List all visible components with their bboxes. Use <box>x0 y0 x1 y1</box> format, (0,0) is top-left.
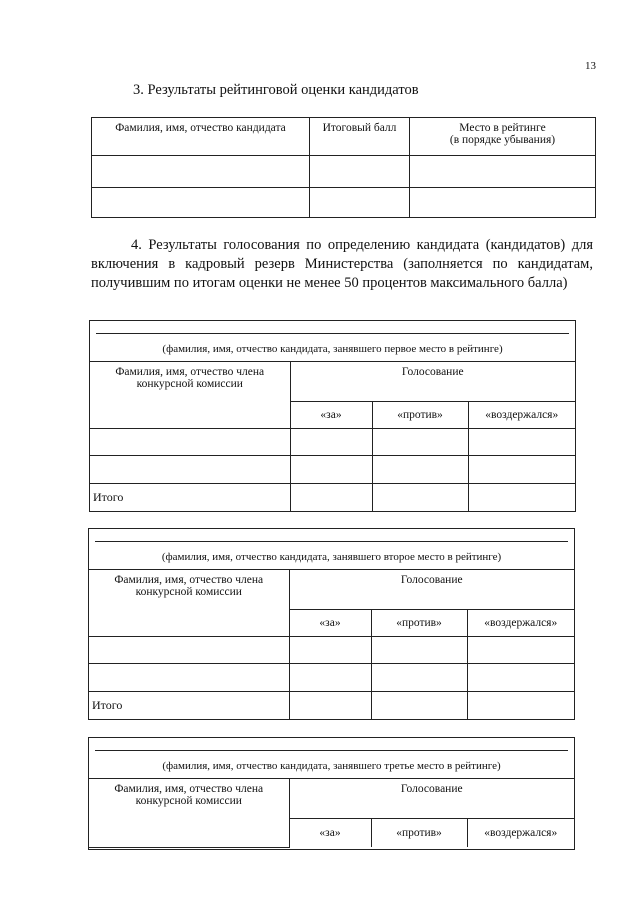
table-row <box>90 483 575 511</box>
section-3-heading: 3. Результаты рейтинговой оценки кандидатов <box>133 82 419 98</box>
rating-col-place-note: (в порядке убывания) <box>449 134 556 146</box>
vote-header: Голосование <box>290 361 575 401</box>
vote-option-abstain: «воздержался» <box>468 401 575 428</box>
candidate-caption: (фамилия, имя, отчество кандидата, занявшего третье место в рейтинге) <box>162 759 501 772</box>
member-header: Фамилия, имя, отчество члена конкурсной комиссии <box>90 361 290 428</box>
table-cell[interactable] <box>290 428 372 455</box>
table-cell[interactable] <box>410 188 596 218</box>
table-cell[interactable] <box>310 188 410 218</box>
page-number: 13 <box>585 60 596 72</box>
table-cell[interactable] <box>372 483 468 511</box>
vote-option-for: «за» <box>290 401 372 428</box>
table-cell[interactable] <box>467 691 574 719</box>
vote-option-against: «против» <box>372 401 468 428</box>
vote-option-against: «против» <box>371 818 467 847</box>
total-label: Итого <box>89 691 289 719</box>
table-cell[interactable] <box>468 483 575 511</box>
table-cell[interactable] <box>90 455 290 483</box>
table-cell[interactable] <box>410 156 596 188</box>
table-cell[interactable] <box>89 636 289 663</box>
candidate-caption: (фамилия, имя, отчество кандидата, занявшего первое место в рейтинге) <box>162 342 503 355</box>
table-cell[interactable] <box>372 455 468 483</box>
table-cell[interactable] <box>290 455 372 483</box>
table-row <box>89 691 574 719</box>
table-row <box>89 636 574 663</box>
rating-col-place-label: Место в рейтинге <box>459 122 546 134</box>
fill-line <box>95 750 568 751</box>
table-row <box>90 428 575 455</box>
table-row <box>92 188 596 218</box>
table-cell[interactable] <box>371 663 467 691</box>
section-4-paragraph: 4. Результаты голосования по определению кандидата (кандидатов) для включения в кадровый резерв Министерства (заполняется по кандидатам, получившим по итогам оценки не менее 50 процентов максимального балла) <box>91 237 593 291</box>
member-header: Фамилия, имя, отчество члена конкурсной комиссии <box>89 778 289 847</box>
vote-option-for: «за» <box>289 609 371 636</box>
fill-line <box>95 541 568 542</box>
table-cell[interactable] <box>289 636 371 663</box>
fill-line <box>96 333 569 334</box>
member-header: Фамилия, имя, отчество члена конкурсной комиссии <box>89 569 289 636</box>
table-cell[interactable] <box>310 156 410 188</box>
vote-header: Голосование <box>289 778 574 818</box>
rating-col-name-header: Фамилия, имя, отчество кандидата <box>92 118 310 156</box>
table-cell[interactable] <box>289 663 371 691</box>
table-cell[interactable] <box>467 636 574 663</box>
vote-table-third <box>88 737 575 850</box>
candidate-name-field[interactable] <box>89 529 574 569</box>
rating-table <box>91 117 596 218</box>
vote-option-abstain: «воздержался» <box>467 818 574 847</box>
vote-header: Голосование <box>289 569 574 609</box>
vote-option-against: «против» <box>371 609 467 636</box>
rating-col-score-header: Итоговый балл <box>310 118 410 156</box>
table-row <box>89 663 574 691</box>
table-row <box>92 156 596 188</box>
candidate-name-field[interactable] <box>89 738 574 778</box>
table-cell[interactable] <box>290 483 372 511</box>
total-label: Итого <box>90 483 290 511</box>
table-cell[interactable] <box>371 691 467 719</box>
table-cell[interactable] <box>371 636 467 663</box>
table-cell[interactable] <box>90 428 290 455</box>
candidate-name-field[interactable] <box>90 321 575 361</box>
table-cell[interactable] <box>468 428 575 455</box>
vote-option-for: «за» <box>289 818 371 847</box>
vote-option-abstain: «воздержался» <box>467 609 574 636</box>
table-cell[interactable] <box>372 428 468 455</box>
table-cell[interactable] <box>89 663 289 691</box>
table-cell[interactable] <box>289 691 371 719</box>
table-row <box>90 455 575 483</box>
candidate-caption: (фамилия, имя, отчество кандидата, занявшего второе место в рейтинге) <box>161 550 502 563</box>
vote-table-first <box>89 320 576 512</box>
vote-table-second <box>88 528 575 720</box>
table-cell[interactable] <box>468 455 575 483</box>
rating-col-place-header <box>410 118 596 156</box>
table-cell[interactable] <box>92 188 310 218</box>
table-cell[interactable] <box>92 156 310 188</box>
table-cell[interactable] <box>467 663 574 691</box>
